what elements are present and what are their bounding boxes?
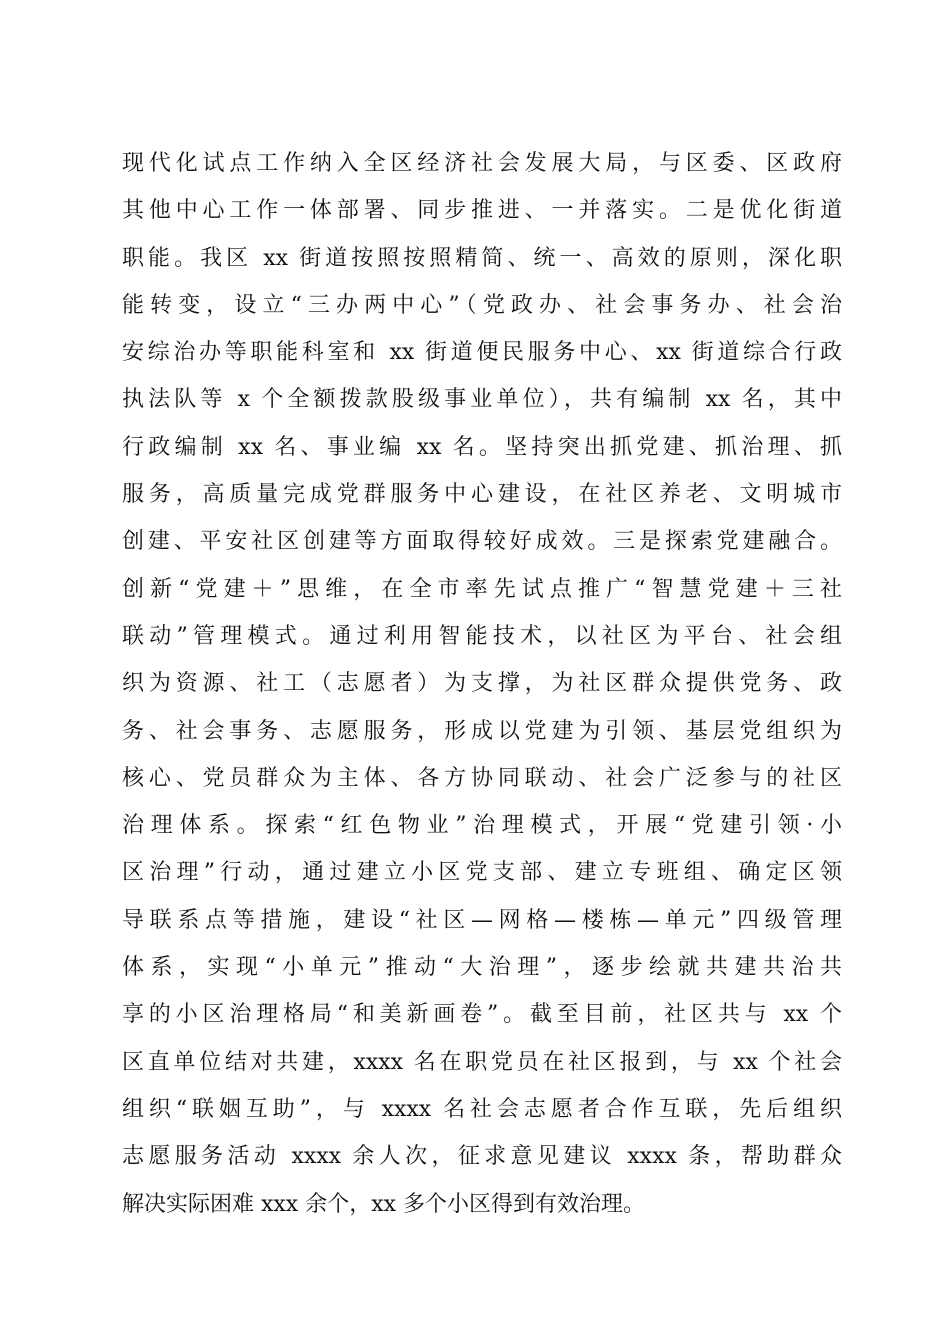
- text-line: 组织“联姻互助”，与 xxxx 名社会志愿者合作互联，先后组织: [122, 1096, 842, 1122]
- text-line: 创建、平安社区创建等方面取得较好成效。三是探索党建融合。: [122, 529, 842, 555]
- text-line: 能转变，设立“三办两中心”（党政办、社会事务办、社会治: [122, 292, 842, 318]
- text-line: 导联系点等措施，建设“社区—网格—楼栋—单元”四级管理: [122, 907, 842, 933]
- text-line: 治理体系。探索“红色物业”治理模式，开展“党建引领·小: [122, 813, 842, 839]
- text-line: 核心、党员群众为主体、各方协同联动、社会广泛参与的社区: [122, 765, 842, 791]
- text-line: 志愿服务活动 xxxx 余人次，征求意见建议 xxxx 条，帮助群众: [122, 1144, 842, 1170]
- body-paragraph: [122, 140, 842, 1228]
- text-line: 其他中心工作一体部署、同步推进、一并落实。二是优化街道: [122, 198, 842, 224]
- text-line: 执法队等 x 个全额拨款股级事业单位），共有编制 xx 名，其中: [122, 387, 842, 413]
- text-line: 联动”管理模式。通过利用智能技术，以社区为平台、社会组: [122, 623, 842, 649]
- text-line: 解决实际困难 xxx 余个，xx 多个小区得到有效治理。: [122, 1191, 646, 1217]
- text-line: 职能。我区 xx 街道按照按照精简、统一、高效的原则，深化职: [122, 245, 842, 271]
- text-line: 服务，高质量完成党群服务中心建设，在社区养老、文明城市: [122, 482, 842, 508]
- text-line: 享的小区治理格局“和美新画卷”。截至目前，社区共与 xx 个: [122, 1002, 842, 1028]
- text-line: 行政编制 xx 名、事业编 xx 名。坚持突出抓党建、抓治理、抓: [122, 434, 842, 460]
- text-line: 现代化试点工作纳入全区经济社会发展大局，与区委、区政府: [122, 151, 842, 176]
- text-line: 织为资源、社工（志愿者）为支撑，为社区群众提供党务、政: [122, 671, 842, 697]
- text-line: 安综治办等职能科室和 xx 街道便民服务中心、xx 街道综合行政: [122, 340, 842, 366]
- text-line: 区直单位结对共建，xxxx 名在职党员在社区报到，与 xx 个社会: [122, 1049, 842, 1075]
- text-line: 创新“党建＋”思维，在全市率先试点推广“智慧党建＋三社: [122, 576, 842, 602]
- text-line: 体系，实现“小单元”推动“大治理”，逐步绘就共建共治共: [122, 955, 842, 981]
- text-line: 务、社会事务、志愿服务，形成以党建为引领、基层党组织为: [122, 718, 842, 744]
- text-line: 区治理”行动，通过建立小区党支部、建立专班组、确定区领: [122, 860, 842, 886]
